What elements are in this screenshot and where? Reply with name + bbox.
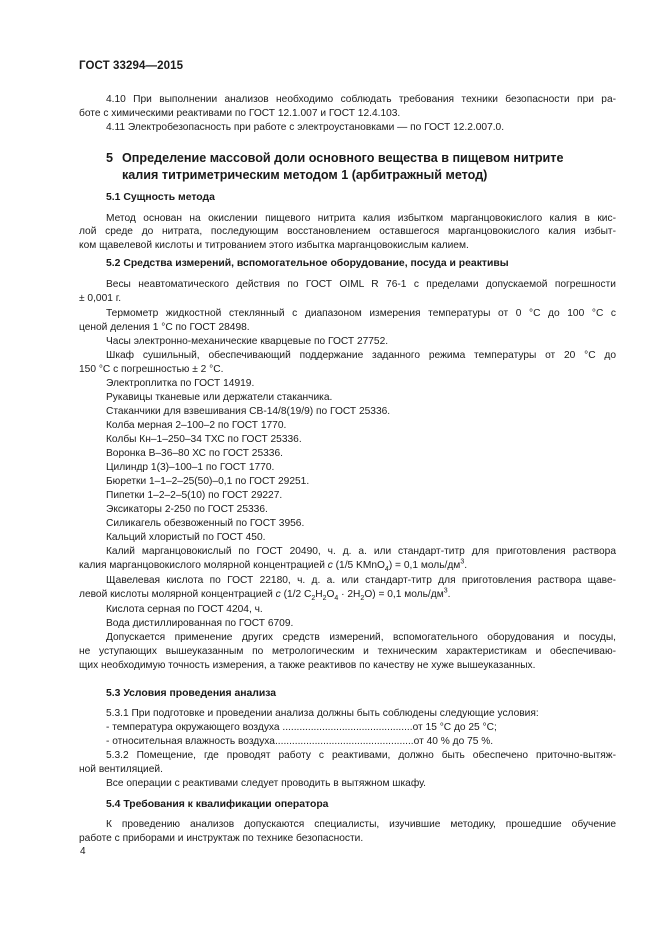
section-5-title-line-2: калия титриметрическим методом 1 (арбитражный метод): [122, 168, 488, 182]
thermometer-line-2: ценой деления 1 °С по ГОСТ 28498.: [79, 322, 250, 333]
subsection-5-3-title: 5.3 Условия проведения анализа: [106, 688, 277, 699]
oxalic-line-2: левой кислоты молярной концентрацией с (1/2 $C_2H_2O_4 \cdot 2H_2O) = 0,1$ моль/$дм^3$.: [79, 587, 451, 603]
allowed-line-3: щих необходимую точность измерения, а также реактивов по качеству не хуже вышеуказанных.: [79, 660, 536, 671]
equipment-item: Электроплитка по ГОСТ 14919.: [106, 378, 255, 389]
s5-4-line-1: К проведению анализов допускаются специалисты, изучившие методику, прошедшие обучение: [106, 819, 616, 830]
s5-1-line-1: Метод основан на окислении пищевого нитрита калия избытком марганцовокислого калия в кис-: [106, 213, 616, 224]
s5-1-line-3: ком щавелевой кислоты и титрованием этого избытка марганцовокислым калием.: [79, 240, 469, 251]
kmno4-line-1: Калий марганцовокислый по ГОСТ 20490, ч. д. а. или стандарт-титр для приготовления раствора: [106, 546, 616, 557]
s5-1-line-2: лой среде до нитрата, последующим восстановлением оставшегося марганцовокислого калия избыт-: [79, 226, 616, 237]
page-number: 4: [80, 846, 86, 857]
section-5-title-line-1: Определение массовой доли основного вещества в пищевом нитрите: [122, 151, 564, 165]
subsection-5-2-title: 5.2 Средства измерений, вспомогательное оборудование, посуда и реактивы: [106, 258, 509, 269]
s5-4-line-2: работе с приборами и инструктаж по технике безопасности.: [79, 833, 364, 844]
s5-3-fume-hood: Все операции с реактивами следует проводить в вытяжном шкафу.: [106, 778, 426, 789]
equipment-item: Колбы Кн–1–250–34 ТХС по ГОСТ 25336.: [106, 434, 302, 445]
equipment-item: Колба мерная 2–100–2 по ГОСТ 1770.: [106, 420, 287, 431]
s5-3-2-line-1: 5.3.2 Помещение, где проводят работу с реактивами, должно быть обеспечено приточно-вытяж-: [106, 750, 616, 761]
water-item: Вода дистиллированная по ГОСТ 6709.: [106, 618, 294, 629]
cabinet-line-1: Шкаф сушильный, обеспечивающий поддержание заданного режима температуры от 20 °С до: [106, 350, 616, 361]
equipment-item: Воронка В–36–80 ХС по ГОСТ 25336.: [106, 448, 283, 459]
condition-temperature: - температура окружающего воздуха ..............................................от 15 °С до 25 °С;: [106, 722, 497, 733]
allowed-line-2: не уступающих вышеуказанным по метрологическим и техническим характеристикам и обеспечиваю-: [79, 646, 616, 657]
paragraph-4-11: 4.11 Электробезопасность при работе с электроустановками — по ГОСТ 12.2.007.0.: [106, 122, 505, 133]
paragraph-4-10-line-2: боте с химическими реактивами по ГОСТ 12.1.007 и ГОСТ 12.4.103.: [79, 108, 401, 119]
paragraph-4-10-line-1: 4.10 При выполнении анализов необходимо соблюдать требования техники безопасности при ра-: [106, 94, 616, 105]
scales-line-2: ± 0,001 г.: [79, 293, 122, 304]
equipment-item: Эксикаторы 2-250 по ГОСТ 25336.: [106, 504, 268, 515]
subsection-5-1-title: 5.1 Сущность метода: [106, 192, 215, 203]
sulfuric-acid-item: Кислота серная по ГОСТ 4204, ч.: [106, 604, 263, 615]
equipment-item: Цилиндр 1(3)–100–1 по ГОСТ 1770.: [106, 462, 275, 473]
equipment-item: Кальций хлористый по ГОСТ 450.: [106, 532, 266, 543]
clock-item: Часы электронно-механические кварцевые по ГОСТ 27752.: [106, 336, 389, 347]
scales-line-1: Весы неавтоматического действия по ГОСТ OIML R 76-1 с пределами допускаемой погрешности: [106, 279, 616, 290]
section-5-number: 5: [106, 151, 114, 165]
equipment-item: Силикагель обезвоженный по ГОСТ 3956.: [106, 518, 305, 529]
equipment-item: Рукавицы тканевые или держатели стаканчика.: [106, 392, 333, 403]
equipment-item: Бюретки 1–1–2–25(50)–0,1 по ГОСТ 29251.: [106, 476, 310, 487]
allowed-line-1: Допускается применение других средств измерений, вспомогательного оборудования и посуды,: [106, 632, 616, 643]
equipment-item: Стаканчики для взвешивания СВ-14/8(19/9) по ГОСТ 25336.: [106, 406, 391, 417]
thermometer-line-1: Термометр жидкостной стеклянный с диапазоном измерения температуры от 0 °С до 100 °С с: [106, 308, 616, 319]
oxalic-line-1: Щавелевая кислота по ГОСТ 22180, ч. д. а. или стандарт-титр для приготовления раствора щаве-: [106, 575, 616, 586]
s5-3-2-line-2: ной вентиляцией.: [79, 764, 163, 775]
s5-3-1: 5.3.1 При подготовке и проведении анализа должны быть соблюдены следующие условия:: [106, 708, 539, 719]
cabinet-line-2: 150 °С с погрешностью ± 2 °С.: [79, 364, 224, 375]
kmno4-line-2: калия марганцовокислого молярной концентрацией с (1/5 KMnO$_4$) = 0,1 моль/$дм^3$.: [79, 558, 468, 574]
subsection-5-4-title: 5.4 Требования к квалификации оператора: [106, 799, 329, 810]
equipment-item: Пипетки 1–2–2–5(10) по ГОСТ 29227.: [106, 490, 283, 501]
condition-humidity: - относительная влажность воздуха.................................................от 40 % до 75 %.: [106, 736, 494, 747]
document-header: ГОСТ 33294—2015: [79, 60, 184, 72]
